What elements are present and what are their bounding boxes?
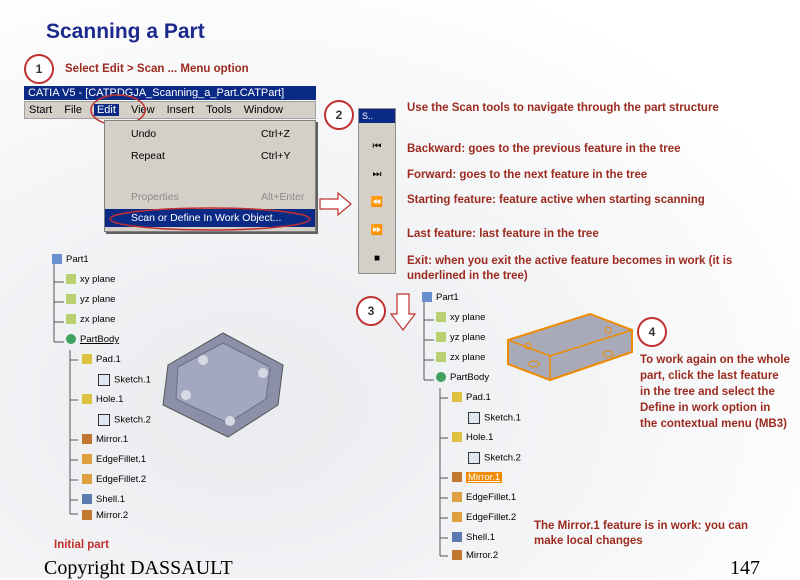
tree-node[interactable]: PartBody <box>436 372 489 383</box>
backward-button[interactable]: ⏮ <box>372 141 382 152</box>
exit-desc: Exit: when you exit the active feature becomes in work (it is underlined in the tree) <box>407 255 733 282</box>
step-4-badge: 4 <box>637 317 667 347</box>
sketch-icon <box>98 414 110 426</box>
undo-shortcut: Ctrl+Z <box>261 128 290 140</box>
tree-node[interactable]: Hole.1 <box>452 432 493 443</box>
tree-node[interactable]: Hole.1 <box>82 394 123 405</box>
hole-icon <box>452 432 462 442</box>
backward-desc: Backward: goes to the previous feature in the tree <box>407 143 681 155</box>
menu-item-undo[interactable] <box>105 125 315 143</box>
step-1-badge: 1 <box>24 54 54 84</box>
tree-node[interactable]: EdgeFillet.2 <box>82 474 146 485</box>
tree-node[interactable]: EdgeFillet.1 <box>452 492 516 503</box>
sketch-icon <box>468 452 480 464</box>
plane-icon <box>436 332 446 342</box>
pad-icon <box>452 392 462 402</box>
starting-desc: Starting feature: feature active when starting scanning <box>407 194 705 206</box>
properties-label: Properties <box>131 191 179 203</box>
shell-icon <box>82 494 92 504</box>
pad-icon <box>82 354 92 364</box>
menu-item-properties[interactable] <box>105 188 315 206</box>
copyright: Copyright DASSAULT <box>44 557 233 579</box>
last-desc: Last feature: last feature in the tree <box>407 228 599 240</box>
menu-window[interactable]: Window <box>243 104 283 116</box>
fillet-icon <box>82 454 92 464</box>
tree-node[interactable]: yz plane <box>66 294 115 305</box>
mirror-in-work-note: The Mirror.1 feature is in work: you can make local changes <box>534 520 749 547</box>
step-4-text: To work again on the whole part, click the last feature in the tree and select the Define in work option in the contextual menu (MB3) <box>640 354 790 430</box>
mirror-icon <box>82 510 92 520</box>
in-work-part-3d-view <box>500 308 640 388</box>
menu-file[interactable]: File <box>64 104 82 116</box>
step-2-badge: 2 <box>324 100 354 130</box>
tree-node[interactable]: Mirror.1 <box>82 434 128 445</box>
menu-item-repeat[interactable] <box>105 147 315 165</box>
plane-icon <box>436 352 446 362</box>
tree-node[interactable]: Sketch.1 <box>468 412 521 424</box>
tree-node-in-work[interactable]: Mirror.1 <box>452 472 502 483</box>
fillet-icon <box>82 474 92 484</box>
scan-intro: Use the Scan tools to navigate through the part structure <box>407 102 719 114</box>
exit-button[interactable]: ■ <box>373 253 381 264</box>
tree-node[interactable]: Part1 <box>422 292 459 303</box>
tree-lines <box>48 252 78 522</box>
step-3-badge: 3 <box>356 296 386 326</box>
mirror-icon <box>452 550 462 560</box>
repeat-label: Repeat <box>131 150 165 162</box>
tree-node[interactable]: PartBody <box>66 334 119 345</box>
fillet-icon <box>452 492 462 502</box>
fillet-icon <box>452 512 462 522</box>
tree-node[interactable]: Mirror.2 <box>82 510 128 521</box>
menu-view[interactable]: View <box>130 104 155 116</box>
part-icon <box>422 292 432 302</box>
undo-label: Undo <box>131 128 157 140</box>
tree-node[interactable]: EdgeFillet.1 <box>82 454 146 465</box>
plane-icon <box>66 274 76 284</box>
scan-toolbar <box>358 108 396 274</box>
page-title: Scanning a Part <box>46 20 205 43</box>
tree-node[interactable]: yz plane <box>436 332 485 343</box>
step-1-text: Select Edit > Scan ... Menu option <box>65 63 249 75</box>
scan-highlight-ellipse <box>106 205 316 233</box>
body-icon <box>436 372 446 382</box>
menu-tools[interactable]: Tools <box>206 104 232 116</box>
tree-node[interactable]: Pad.1 <box>82 354 121 365</box>
plane-icon <box>66 314 76 324</box>
repeat-shortcut: Ctrl+Y <box>261 150 291 162</box>
tree-node[interactable]: Sketch.2 <box>98 414 151 426</box>
menu-insert[interactable]: Insert <box>166 104 195 116</box>
properties-shortcut: Alt+Enter <box>261 191 305 203</box>
last-feature-button[interactable]: ⏩ <box>370 225 384 236</box>
tree-node[interactable]: xy plane <box>436 312 485 323</box>
shell-icon <box>452 532 462 542</box>
catia-title-bar: CATIA V5 - [CATPDGJA_Scanning_a_Part.CATPart] <box>24 86 316 100</box>
plane-icon <box>436 312 446 322</box>
menu-start[interactable]: Start <box>29 104 53 116</box>
sketch-icon <box>468 412 480 424</box>
plane-icon <box>66 294 76 304</box>
body-icon <box>66 334 76 344</box>
tree-node[interactable]: zx plane <box>436 352 485 363</box>
scan-toolbar-title: S.. <box>359 109 395 123</box>
tree-node[interactable]: Shell.1 <box>452 532 495 543</box>
tree-node[interactable]: Part1 <box>52 254 89 265</box>
tree-node[interactable]: Sketch.1 <box>98 374 151 386</box>
tree-node[interactable]: Sketch.2 <box>468 452 521 464</box>
part-icon <box>52 254 62 264</box>
tree-node[interactable]: zx plane <box>66 314 115 325</box>
right-arrow-icon <box>318 190 354 218</box>
initial-part-label: Initial part <box>54 539 109 551</box>
tree-node[interactable]: EdgeFillet.2 <box>452 512 516 523</box>
mirror-icon <box>82 434 92 444</box>
tree-node[interactable]: Mirror.2 <box>452 550 498 561</box>
forward-button[interactable]: ⏭ <box>372 169 382 180</box>
tree-node[interactable]: Pad.1 <box>452 392 491 403</box>
down-arrow-icon <box>390 292 416 332</box>
hole-icon <box>82 394 92 404</box>
initial-part-3d-view <box>148 325 298 445</box>
menu-bar <box>24 101 316 119</box>
page-number: 147 <box>730 557 760 579</box>
starting-feature-button[interactable]: ⏪ <box>370 197 384 208</box>
sketch-icon <box>98 374 110 386</box>
tree-node[interactable]: Shell.1 <box>82 494 125 505</box>
menu-edit[interactable]: Edit <box>94 104 119 116</box>
scan-label: Scan or Define In Work Object... <box>131 212 282 224</box>
forward-desc: Forward: goes to the next feature in the tree <box>407 169 648 181</box>
mirror-icon <box>452 472 462 482</box>
tree-node[interactable]: xy plane <box>66 274 115 285</box>
